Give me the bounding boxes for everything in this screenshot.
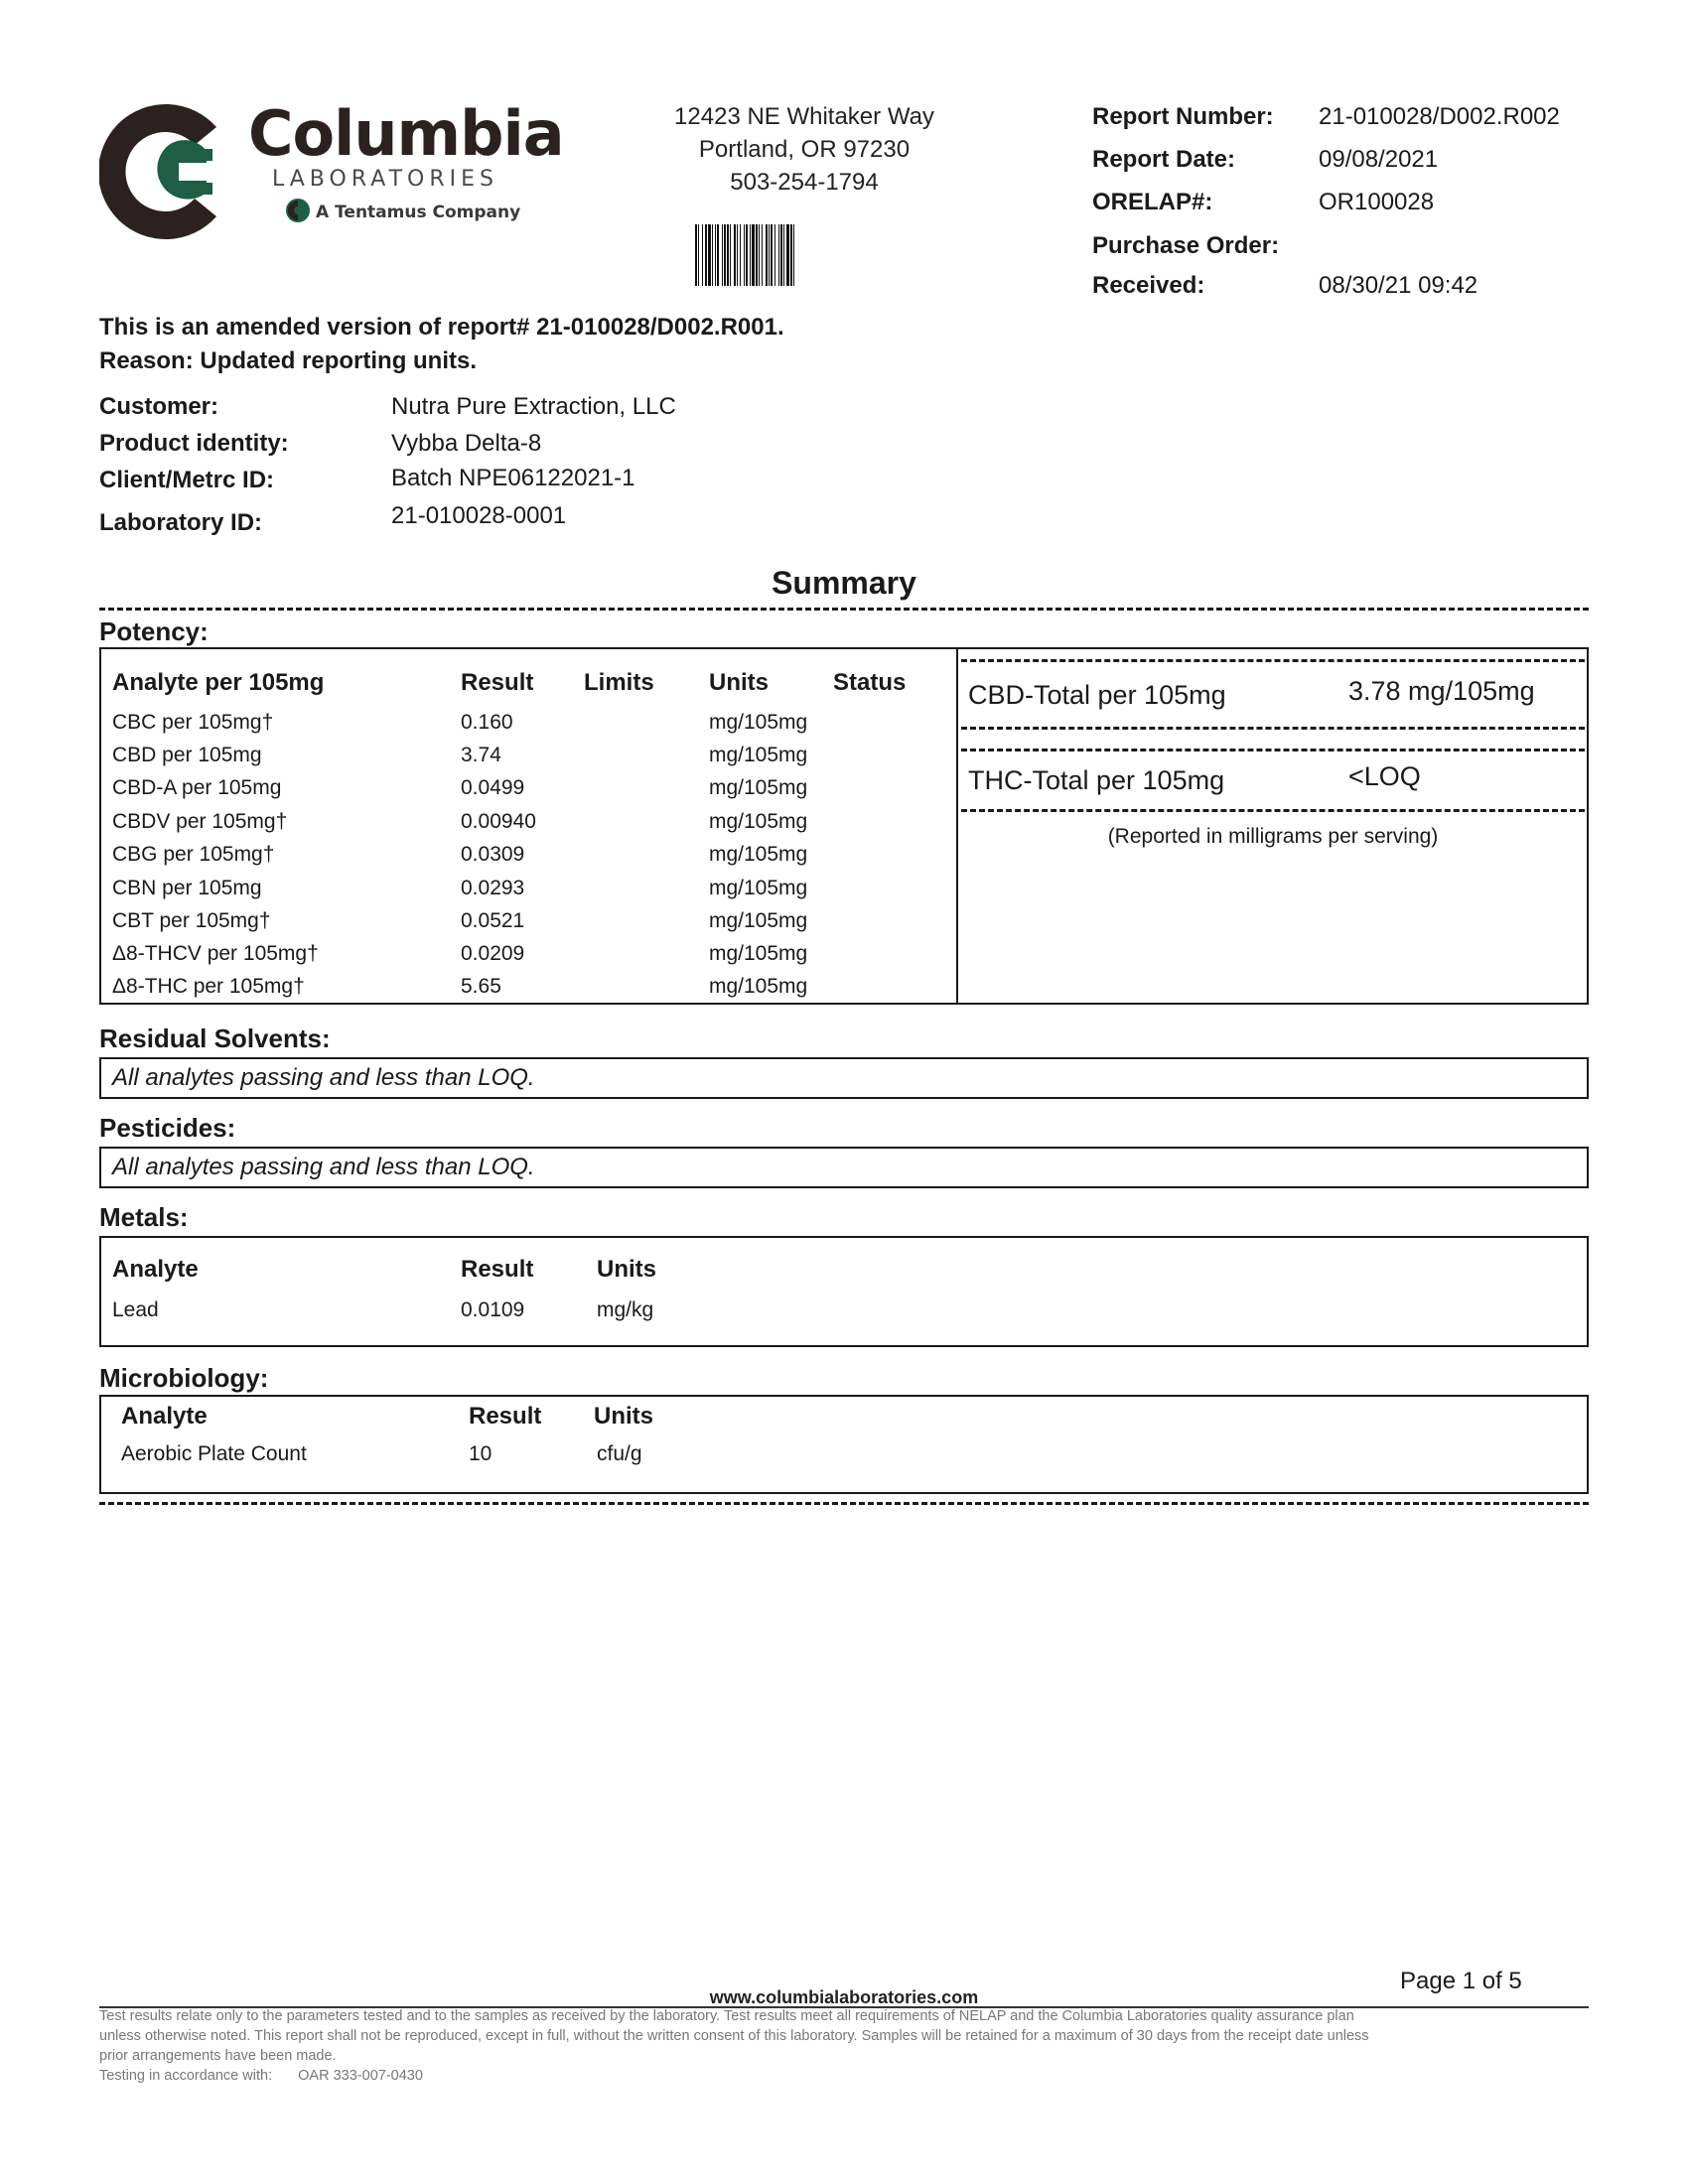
report-number-label: Report Number: [1092,103,1274,130]
footer-disclaimer-line: unless otherwise noted. This report shall not be reproduced, except in full, without the written consent of this laboratory. Samples will be retained for a maximum of 30 days from the receipt date unless [99,2028,1369,2044]
potency-row-result: 0.0293 [461,877,525,899]
totals-divider [961,809,1585,812]
barcode-image [695,224,886,286]
potency-row-units: mg/105mg [709,810,808,833]
potency-row-result: 0.0309 [461,843,525,866]
amendment-reason: Reason: Updated reporting units. [99,347,478,374]
logo-sub-text: LABORATORIES [272,167,498,192]
potency-header-status: Status [833,669,907,696]
metals-row-analyte: Lead [112,1298,159,1321]
orelap-value: OR100028 [1319,189,1435,215]
potency-row-result: 0.160 [461,711,513,734]
totals-divider [961,727,1585,730]
address-phone: 503-254-1794 [730,169,879,196]
potency-header-units: Units [709,669,769,696]
potency-row-units: mg/105mg [709,909,808,932]
potency-row-units: mg/105mg [709,744,808,766]
microbiology-header-units: Units [594,1403,653,1430]
metals-header-units: Units [597,1256,656,1283]
potency-row-units: mg/105mg [709,942,808,965]
potency-row-result: 5.65 [461,975,501,998]
footer-testing-line [99,2066,1589,2086]
report-date-label: Report Date: [1092,146,1236,173]
potency-row-units: mg/105mg [709,776,808,799]
customer-value: Nutra Pure Extraction, LLC [391,393,676,420]
received-label: Received: [1092,272,1205,299]
microbiology-box [99,1395,1589,1494]
report-number-value: 21-010028/D002.R002 [1319,103,1560,130]
metals-header-result: Result [461,1256,534,1283]
potency-row-analyte: CBT per 105mg† [112,909,271,932]
potency-row-analyte: CBD-A per 105mg [112,776,282,799]
potency-row-analyte: CBN per 105mg [112,877,262,899]
potency-row-result: 0.0499 [461,776,525,799]
report-date-value: 09/08/2021 [1319,146,1439,173]
potency-header-result: Result [461,669,534,696]
amendment-line: This is an amended version of report# 21-010028/D002.R001. [99,314,784,341]
potency-row-analyte: CBG per 105mg† [112,843,275,866]
product-identity-label: Product identity: [99,430,289,457]
website-link[interactable]: www.columbialaboratories.com [709,1987,979,2007]
summary-end-divider [99,1502,1589,1505]
potency-row-units: mg/105mg [709,843,808,866]
microbiology-row-analyte: Aerobic Plate Count [121,1442,307,1465]
potency-row-analyte: Δ8-THCV per 105mg† [112,942,319,965]
totals-divider [961,749,1585,751]
laboratory-id-value: 21-010028-0001 [391,502,567,529]
microbiology-header-analyte: Analyte [121,1403,208,1430]
client-metrc-label: Client/Metrc ID: [99,467,275,493]
potency-row-analyte: Δ8-THC per 105mg† [112,975,305,998]
metals-header-analyte: Analyte [112,1256,199,1283]
residual-solvents-title: Residual Solvents: [99,1024,331,1053]
totals-note: (Reported in milligrams per serving) [1107,825,1439,848]
company-logo [99,97,564,246]
potency-row-units: mg/105mg [709,975,808,998]
summary-title: Summary [772,565,916,601]
footer-disclaimer [99,2006,1589,2086]
cbd-total-label: CBD-Total per 105mg [968,680,1226,710]
summary-divider [99,608,1589,611]
thc-total-value: <LOQ [1348,761,1421,791]
potency-row-result: 0.0209 [461,942,525,965]
laboratory-id-label: Laboratory ID: [99,509,263,536]
metals-box [99,1236,1589,1347]
testing-value: OAR 333-007-0430 [298,2068,423,2084]
microbiology-row-result: 10 [469,1442,492,1465]
totals-divider [961,659,1585,662]
potency-row-analyte: CBDV per 105mg† [112,810,288,833]
customer-label: Customer: [99,393,219,420]
cbd-total-value: 3.78 mg/105mg [1348,676,1535,706]
address-city: Portland, OR 97230 [698,136,911,163]
testing-label: Testing in accordance with: [99,2068,273,2084]
logo-tagline: A Tentamus Company [316,203,521,222]
potency-row-analyte: CBD per 105mg [112,744,262,766]
potency-row-analyte: CBC per 105mg† [112,711,274,734]
potency-column-divider [956,647,958,1005]
potency-row-result: 0.0521 [461,909,525,932]
potency-header-analyte: Analyte per 105mg [112,669,325,696]
page-number: Page 1 of 5 [1400,1968,1522,1994]
potency-row-result: 3.74 [461,744,501,766]
purchase-order-label: Purchase Order: [1092,232,1280,259]
footer-disclaimer-line: prior arrangements have been made. [99,2048,337,2064]
microbiology-row-units: cfu/g [597,1442,642,1465]
tentamus-icon [284,197,312,224]
columbia-c-logo-icon [99,97,238,246]
microbiology-header-result: Result [469,1403,542,1430]
metals-row-result: 0.0109 [461,1298,525,1321]
thc-total-label: THC-Total per 105mg [968,765,1225,795]
pesticides-text: All analytes passing and less than LOQ. [112,1154,535,1180]
potency-title: Potency: [99,616,209,646]
potency-header-limits: Limits [584,669,654,696]
received-value: 08/30/21 09:42 [1319,272,1478,299]
residual-solvents-text: All analytes passing and less than LOQ. [112,1064,535,1091]
client-metrc-value: Batch NPE06122021-1 [391,465,635,491]
footer-disclaimer-line: Test results relate only to the parameters tested and to the samples as received by the laboratory. Test results meet all requirements of NELAP and the Columbia Laboratories quality assurance plan [99,2008,1354,2024]
potency-row-result: 0.00940 [461,810,536,833]
logo-brand-text: Columbia [248,97,564,170]
metals-row-units: mg/kg [597,1298,654,1321]
potency-row-units: mg/105mg [709,711,808,734]
potency-row-units: mg/105mg [709,877,808,899]
address-street: 12423 NE Whitaker Way [674,103,934,130]
microbiology-title: Microbiology: [99,1363,269,1393]
product-identity-value: Vybba Delta-8 [391,430,542,457]
pesticides-title: Pesticides: [99,1113,236,1143]
orelap-label: ORELAP#: [1092,189,1213,215]
metals-title: Metals: [99,1202,189,1232]
